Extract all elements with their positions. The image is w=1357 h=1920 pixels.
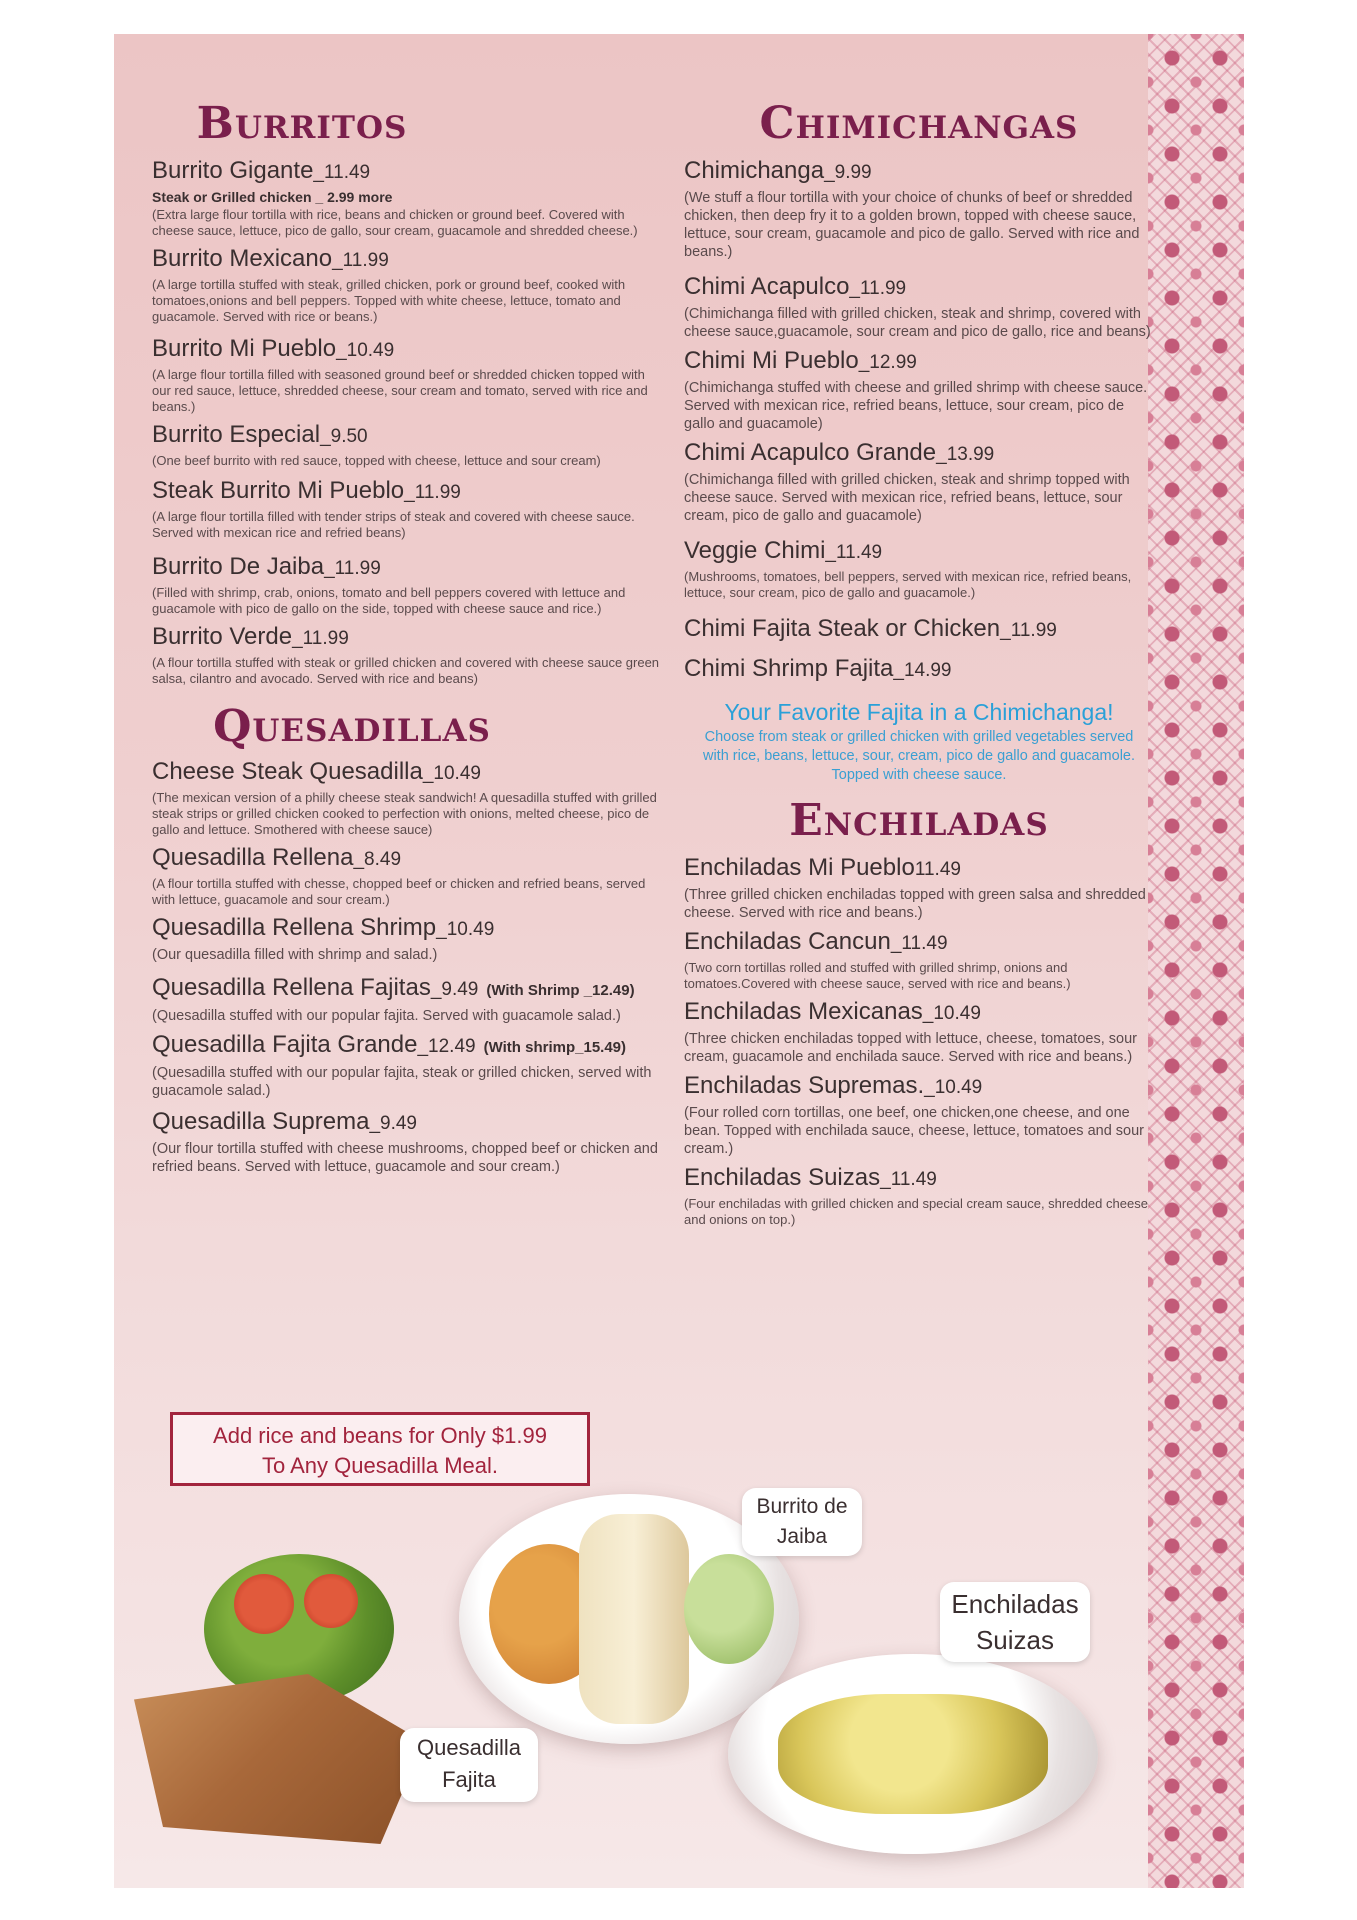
rice-beans-promo	[170, 1412, 590, 1486]
menu-item-name: Enchiladas Mexicanas	[684, 998, 923, 1025]
menu-item-title	[152, 245, 662, 275]
menu-item	[152, 553, 662, 617]
menu-item-name: Enchiladas Supremas.	[684, 1072, 925, 1099]
menu-item	[684, 854, 1154, 922]
menu-item-price: _11.49	[890, 933, 948, 954]
enchilada-plate	[728, 1654, 1098, 1854]
menu-item	[152, 974, 662, 1025]
menu-item-price: _12.99	[858, 352, 917, 373]
menu-item-title	[684, 615, 1154, 645]
menu-item	[152, 335, 662, 415]
menu-item-title	[684, 1072, 1154, 1102]
menu-item-price: _13.99	[936, 444, 995, 465]
menu-item-name: Burrito Mexicano	[152, 245, 333, 272]
menu-item-name: Enchiladas Mi Pueblo	[684, 854, 915, 881]
menu-item-name: Enchiladas Cancun	[684, 928, 891, 955]
menu-item-price: _14.99	[893, 660, 952, 681]
menu-item-price: _11.49	[880, 1169, 937, 1190]
menu-item-description: (One beef burrito with red sauce, topped with cheese, lettuce and sour cream)	[152, 453, 601, 468]
menu-item-description: (Mushrooms, tomatoes, bell peppers, served with mexican rice, refried beans, lettuce, sour cream, pico de gallo and guacamole.)	[684, 569, 1132, 600]
menu-item	[684, 439, 1154, 525]
promo-line-2: To Any Quesadilla Meal.	[261, 1453, 499, 1478]
menu-item	[152, 844, 662, 908]
fajita-promo-title: Your Favorite Fajita in a Chimichanga!	[724, 699, 1114, 725]
tomato-slice	[234, 1574, 294, 1634]
burritos-list	[152, 157, 662, 687]
menu-item-name: Quesadilla Suprema	[152, 1108, 370, 1135]
menu-item-title	[684, 854, 1154, 884]
menu-item-description: (A large flour tortilla filled with seasoned ground beef or shredded chicken topped with our red sauce, lettuce, shredded cheese, sour cream and tomato, served with rice and beans.)	[152, 367, 648, 414]
menu-item-price: _9.50	[320, 426, 368, 447]
menu-item-title	[684, 928, 1154, 958]
menu-item	[152, 623, 662, 687]
menu-item	[684, 998, 1154, 1066]
menu-item-description: (A large tortilla stuffed with steak, grilled chicken, pork or ground beef, cooked with tomatoes,onions and bell peppers. Topped with white cheese, lettuce, tomato and guacamole. Served with rice or beans.)	[152, 277, 626, 324]
menu-item	[152, 157, 662, 239]
menu-item-title	[152, 623, 662, 653]
menu-item-description: (We stuff a flour tortilla with your choice of chunks of beef or shredded chicken, then deep fry it to a golden brown, topped with cheese sauce, lettuce, sour cream, guacamole and pico de gallo. Served with rice and beans.)	[684, 190, 1140, 260]
menu-item-title	[684, 347, 1154, 377]
quesadilla-label	[400, 1728, 538, 1802]
menu-item-price: _11.49	[825, 542, 883, 563]
menu-item	[152, 1108, 662, 1176]
menu-item-title	[684, 655, 1154, 685]
menu-item-description: (Chimichanga stuffed with cheese and grilled shrimp with cheese sauce. Served with mexican rice, refried beans, lettuce, sour cream, pico de gallo and guacamole)	[684, 380, 1148, 432]
menu-item-name: Cheese Steak Quesadilla	[152, 758, 423, 785]
tomato-slice	[304, 1574, 358, 1628]
menu-item	[152, 477, 662, 541]
menu-item-description: (Chimichanga filled with grilled chicken, steak and shrimp, covered with cheese sauce,guacamole, sour cream and pico de gallo, rice and beans)	[684, 306, 1151, 340]
menu-item-description: (Four rolled corn tortillas, one beef, one chicken,one cheese, and one bean. Topped with enchilada sauce, cheese, lettuce, tomatoes and sour cream.)	[684, 1105, 1145, 1157]
lettuce-portion	[684, 1554, 774, 1664]
menu-item-upgrade: Steak or Grilled chicken _ 2.99 more	[152, 189, 393, 205]
menu-item-price: _10.49	[922, 1003, 981, 1024]
menu-item-price: 11.49	[914, 859, 961, 880]
menu-item-name: Burrito Mi Pueblo	[152, 335, 337, 362]
menu-item-description: (A flour tortilla stuffed with steak or grilled chicken and covered with cheese sauce green salsa, cilantro and avocado. Served with rice and beans)	[152, 655, 660, 686]
burrito-label	[742, 1488, 862, 1556]
menu-item-title	[152, 421, 662, 451]
menu-item-title	[684, 1164, 1154, 1194]
menu-item-price: _9.99	[824, 162, 872, 183]
menu-item	[152, 421, 662, 469]
menu-item-description: (Extra large flour tortilla with rice, beans and chicken or ground beef. Covered with cheese sauce, lettuce, pico de gallo, sour cream, guacamole and shredded cheese.)	[152, 207, 638, 238]
menu-item-description: (Four enchiladas with grilled chicken and special cream sauce, shredded cheese and onions on top.)	[684, 1196, 1148, 1227]
menu-item-description: (Quesadilla stuffed with our popular fajita, steak or grilled chicken, served with guacamole salad.)	[152, 1065, 652, 1099]
menu-item-name: Chimi Shrimp Fajita	[684, 655, 894, 682]
menu-item-name: Chimichanga	[684, 157, 825, 184]
menu-item-price: _11.99	[324, 558, 381, 579]
menu-item-description: (Quesadilla stuffed with our popular fajita. Served with guacamole salad.)	[152, 1008, 621, 1024]
menu-item-description: (Three chicken enchiladas topped with lettuce, cheese, tomatoes, sour cream, guacamole and enchilada sauce. Served with rice and beans.)	[684, 1031, 1137, 1065]
menu-item-name: Chimi Acapulco	[684, 273, 850, 300]
menu-item	[684, 273, 1154, 341]
menu-item-price: _10.49	[336, 340, 395, 361]
menu-item-extra-price: (With Shrimp _12.49)	[486, 982, 635, 999]
menu-item-name: Quesadilla Rellena	[152, 844, 354, 871]
menu-item	[152, 245, 662, 325]
menu-item-title	[152, 758, 662, 788]
menu-item-title	[684, 537, 1154, 567]
menu-item-title	[152, 157, 662, 187]
menu-item-name: Chimi Fajita Steak or Chicken	[684, 615, 1001, 642]
menu-item-price: _12.49	[417, 1036, 476, 1057]
fajita-promo-desc: Choose from steak or grilled chicken with grilled vegetables served with rice, beans, lettuce, sour, cream, pico de gallo and guacamole. Topped with cheese sauce.	[702, 729, 1136, 783]
menu-item-name: Veggie Chimi	[684, 537, 826, 564]
enchiladas	[778, 1694, 1048, 1814]
menu-item	[684, 537, 1154, 601]
menu-item-name: Enchiladas Suizas	[684, 1164, 881, 1191]
menu-item-title	[152, 477, 662, 507]
menu-item-price: _9.49	[369, 1113, 417, 1134]
quesadillas-list	[152, 758, 662, 1176]
enchiladas-list	[684, 854, 1154, 1228]
menu-item-title	[152, 335, 662, 365]
right-column	[684, 98, 1154, 1228]
menu-item	[152, 1031, 662, 1100]
menu-item-price: _11.99	[332, 250, 389, 271]
burrito	[579, 1514, 689, 1724]
quesadilla-label-text: Quesadilla Fajita	[417, 1735, 521, 1792]
enchilada-label-text: Enchiladas Suizas	[951, 1589, 1079, 1655]
menu-item-title	[152, 844, 662, 874]
menu-item-name: Burrito Verde	[152, 623, 293, 650]
menu-item-name: Quesadilla Rellena Shrimp	[152, 914, 437, 941]
menu-item-name: Burrito De Jaiba	[152, 553, 325, 580]
menu-item-title	[152, 974, 662, 1005]
menu-item	[684, 1072, 1154, 1158]
menu-item-title	[684, 439, 1154, 469]
menu-item-description: (A flour tortilla stuffed with chesse, chopped beef or chicken and refried beans, served with lettuce, guacamole and sour cream.)	[152, 876, 646, 907]
menu-item	[152, 758, 662, 838]
menu-item-price: _10.49	[436, 919, 495, 940]
menu-item	[684, 655, 1154, 685]
menu-item	[152, 914, 662, 964]
chimichangas-title: Chimichangas	[759, 98, 1079, 149]
menu-item-name: Chimi Acapulco Grande	[684, 439, 937, 466]
menu-item-description: (Chimichanga filled with grilled chicken, steak and shrimp topped with cheese sauce. Served with mexican rice, refried beans, lettuce, sour cream, pico de gallo and guacamole)	[684, 472, 1130, 524]
menu-item-name: Chimi Mi Pueblo	[684, 347, 859, 374]
menu-item-title	[684, 273, 1154, 303]
menu-item-description: (The mexican version of a philly cheese steak sandwich! A quesadilla stuffed with grilled steak strips or grilled chicken cooked to perfection with onions, melted cheese, pico de gallo and lettuce. Smothered with cheese sauce)	[152, 790, 657, 837]
menu-item	[684, 928, 1154, 992]
menu-item-description: (Filled with shrimp, crab, onions, tomato and bell peppers covered with lettuce and guacamole with pico de gallo on the side, topped with cheese sauce and rice.)	[152, 585, 626, 616]
burritos-title: Burritos	[196, 98, 408, 149]
menu-item-title	[684, 998, 1154, 1028]
menu-item-description: (A large flour tortilla filled with tender strips of steak and covered with cheese sauce. Served with mexican rice and refried beans)	[152, 509, 635, 540]
quesadilla-photo	[124, 1534, 454, 1864]
menu-item-title	[152, 553, 662, 583]
menu-item-name: Burrito Especial	[152, 421, 321, 448]
menu-item-price: _10.49	[924, 1077, 983, 1098]
enchilada-label	[940, 1582, 1090, 1662]
menu-item-price: _11.99	[849, 278, 907, 299]
menu-item-price: _11.49	[313, 162, 371, 183]
menu-item	[684, 615, 1154, 645]
quesadilla-wedge	[134, 1674, 424, 1844]
menu-item-description: (Our flour tortilla stuffed with cheese mushrooms, chopped beef or chicken and refried beans. Served with lettuce, guacamole and sour cream.)	[152, 1141, 658, 1175]
menu-item-price: _11.99	[1000, 620, 1057, 641]
menu-item-title	[152, 1031, 662, 1062]
enchiladas-title: Enchiladas	[789, 795, 1049, 846]
menu-item	[684, 347, 1154, 433]
menu-item-title	[152, 914, 662, 944]
menu-item-name: Quesadilla Fajita Grande	[152, 1031, 418, 1058]
menu-item-description: (Our quesadilla filled with shrimp and salad.)	[152, 947, 438, 963]
menu-item-price: _11.99	[404, 482, 461, 503]
menu-item-name: Quesadilla Rellena Fajitas	[152, 974, 431, 1001]
decorative-border	[1148, 34, 1244, 1888]
quesadillas-title: Quesadillas	[213, 701, 491, 752]
menu-item-price: _11.99	[292, 628, 349, 649]
menu-item-title	[152, 1108, 662, 1138]
menu-item-price: _10.49	[422, 763, 481, 784]
menu-item-price: _9.49	[430, 979, 479, 1000]
menu-item-description: (Three grilled chicken enchiladas topped with green salsa and shredded cheese. Served with rice and beans.)	[684, 887, 1146, 921]
menu-item	[684, 157, 1154, 261]
menu-item-name: Burrito Gigante	[152, 157, 314, 184]
chimichangas-list	[684, 157, 1154, 685]
menu-item-price: _8.49	[353, 849, 402, 870]
promo-line-1: Add rice and beans for Only $1.99	[213, 1423, 547, 1448]
menu-page	[114, 34, 1244, 1888]
menu-item-name: Steak Burrito Mi Pueblo	[152, 477, 405, 504]
menu-item	[684, 1164, 1154, 1228]
menu-item-extra-price: (With shrimp_15.49)	[483, 1039, 627, 1056]
left-column	[142, 98, 662, 1176]
menu-item-title	[684, 157, 1154, 187]
burrito-label-text: Burrito de Jaiba	[756, 1495, 848, 1548]
menu-item-description: (Two corn tortillas rolled and stuffed with grilled shrimp, onions and tomatoes.Covered with cheese sauce, served with rice and beans.)	[684, 960, 1071, 991]
